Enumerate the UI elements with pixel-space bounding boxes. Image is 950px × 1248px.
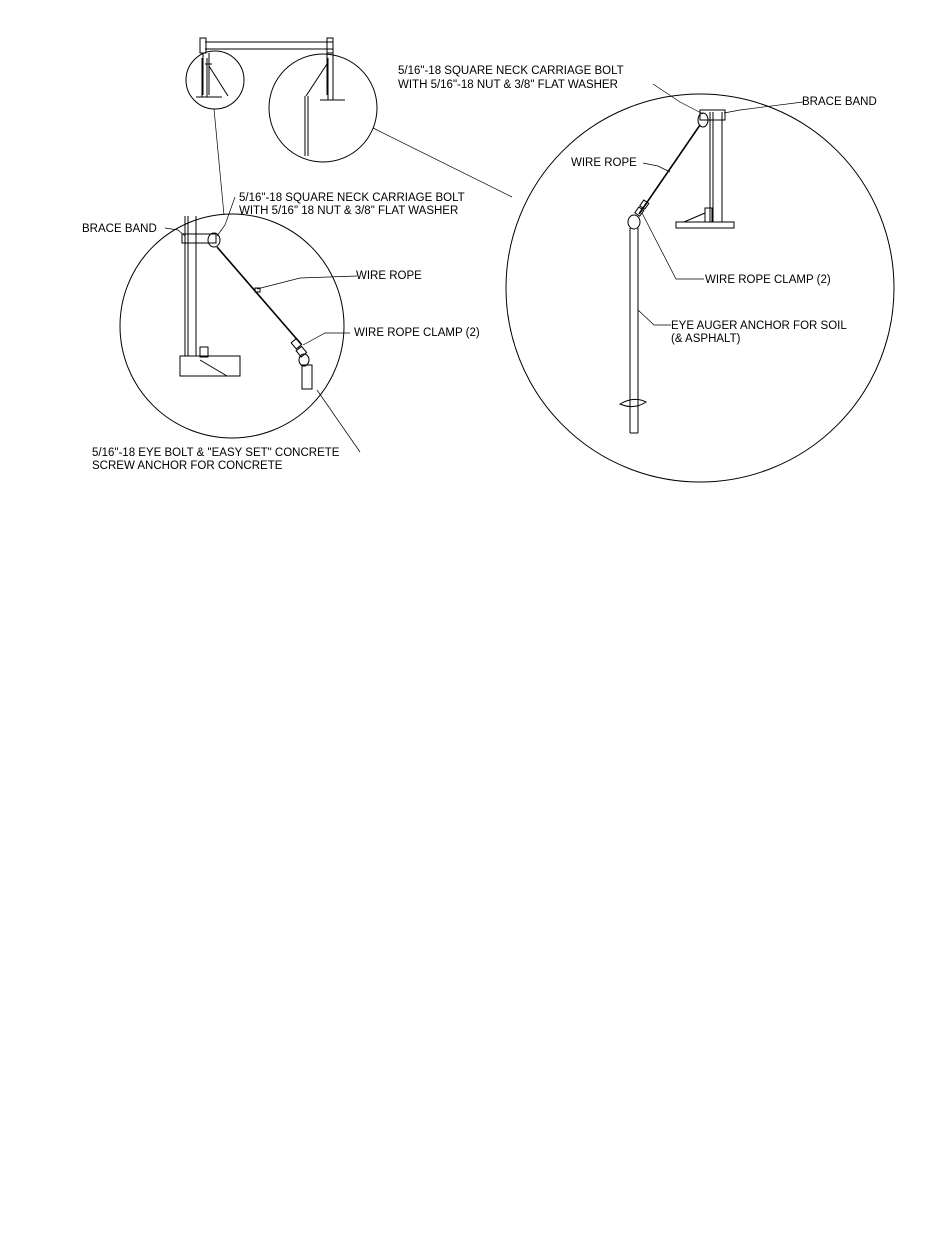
small-bolt-label-line1: 5/16"-18 SQUARE NECK CARRIAGE BOLT bbox=[239, 192, 465, 204]
detail-leader-right bbox=[373, 128, 512, 197]
large-bolt-label-line2: WITH 5/16"-18 NUT & 3/8" FLAT WASHER bbox=[398, 79, 618, 91]
soil-detail-circle bbox=[506, 94, 894, 482]
concrete-detail-circle bbox=[120, 214, 344, 438]
overview-detail-circle-right bbox=[269, 54, 377, 162]
small-eye-bolt-label-line2: SCREW ANCHOR FOR CONCRETE bbox=[92, 460, 283, 472]
small-wire-rope-clamp-label: WIRE ROPE CLAMP (2) bbox=[354, 327, 480, 339]
detail-leader-left bbox=[214, 109, 224, 215]
small-bolt-label-line2: WITH 5/16" 18 NUT & 3/8" FLAT WASHER bbox=[239, 205, 459, 217]
large-wire-rope-clamp-label: WIRE ROPE CLAMP (2) bbox=[705, 274, 831, 286]
large-brace-band-label: BRACE BAND bbox=[802, 96, 877, 108]
small-eye-bolt-label-line1: 5/16"-18 EYE BOLT & "EASY SET" CONCRETE bbox=[92, 447, 340, 459]
large-wire-rope-label: WIRE ROPE bbox=[571, 157, 637, 169]
small-wire-rope-label: WIRE ROPE bbox=[356, 270, 422, 282]
overview-frame bbox=[200, 38, 333, 95]
overview-detail-circle-left bbox=[186, 51, 244, 109]
small-brace-band-label: BRACE BAND bbox=[82, 223, 157, 235]
large-anchor-label-line2: (& ASPHALT) bbox=[671, 333, 741, 345]
large-anchor-label-line1: EYE AUGER ANCHOR FOR SOIL bbox=[671, 320, 847, 332]
large-bolt-label-line1: 5/16"-18 SQUARE NECK CARRIAGE BOLT bbox=[398, 65, 624, 77]
small-leaders bbox=[165, 197, 360, 452]
